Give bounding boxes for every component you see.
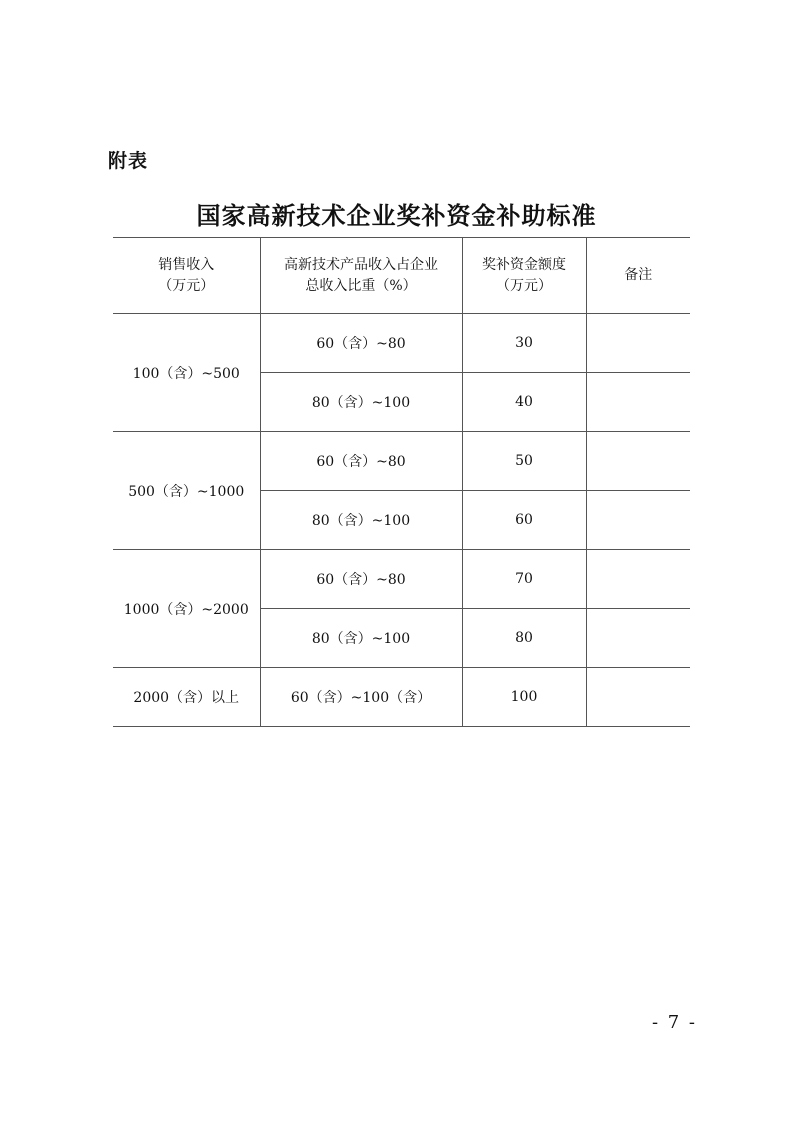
- header-amount-line1: 奖补资金额度: [482, 256, 566, 273]
- header-note: [586, 238, 690, 314]
- table-row: [113, 668, 690, 727]
- ratio-cell: 60（含）~80: [260, 432, 462, 491]
- header-note-line1: 备注: [624, 267, 653, 283]
- page-number: - 7 -: [651, 1012, 697, 1033]
- amount-cell: 70: [462, 550, 586, 609]
- table-row: [113, 432, 690, 491]
- note-cell: [586, 432, 690, 491]
- header-ratio-line1: 高新技术产品收入占企业: [284, 256, 438, 273]
- note-cell: [586, 373, 690, 432]
- table-header-row: [113, 238, 690, 314]
- header-ratio-line2: 总收入比重（%）: [305, 277, 417, 294]
- header-ratio: [260, 238, 462, 314]
- note-cell: [586, 668, 690, 727]
- note-cell: [586, 491, 690, 550]
- ratio-cell: 80（含）~100: [260, 491, 462, 550]
- ratio-cell: 60（含）~100（含）: [260, 668, 462, 727]
- header-sales-line2: （万元）: [158, 277, 215, 294]
- amount-cell: 60: [462, 491, 586, 550]
- note-cell: [586, 550, 690, 609]
- amount-cell: 40: [462, 373, 586, 432]
- sales-cell: 2000（含）以上: [113, 668, 260, 727]
- ratio-cell: 60（含）~80: [260, 550, 462, 609]
- document-title: 国家高新技术企业奖补资金补助标准: [196, 201, 597, 230]
- sales-cell: 1000（含）~2000: [113, 550, 260, 668]
- amount-cell: 50: [462, 432, 586, 491]
- table-row: [113, 550, 690, 609]
- note-cell: [586, 314, 690, 373]
- table-row: [113, 314, 690, 373]
- header-sales: [113, 238, 260, 314]
- subsidy-standard-table: [113, 237, 690, 727]
- header-sales-line1: 销售收入: [158, 256, 215, 273]
- sales-cell: 100（含）~500: [113, 314, 260, 432]
- header-amount-line2: （万元）: [496, 277, 552, 294]
- amount-cell: 80: [462, 609, 586, 668]
- ratio-cell: 80（含）~100: [260, 609, 462, 668]
- note-cell: [586, 609, 690, 668]
- sales-cell: 500（含）~1000: [113, 432, 260, 550]
- appendix-label: 附表: [108, 150, 149, 172]
- amount-cell: 30: [462, 314, 586, 373]
- ratio-cell: 80（含）~100: [260, 373, 462, 432]
- amount-cell: 100: [462, 668, 586, 727]
- ratio-cell: 60（含）~80: [260, 314, 462, 373]
- header-amount: [462, 238, 586, 314]
